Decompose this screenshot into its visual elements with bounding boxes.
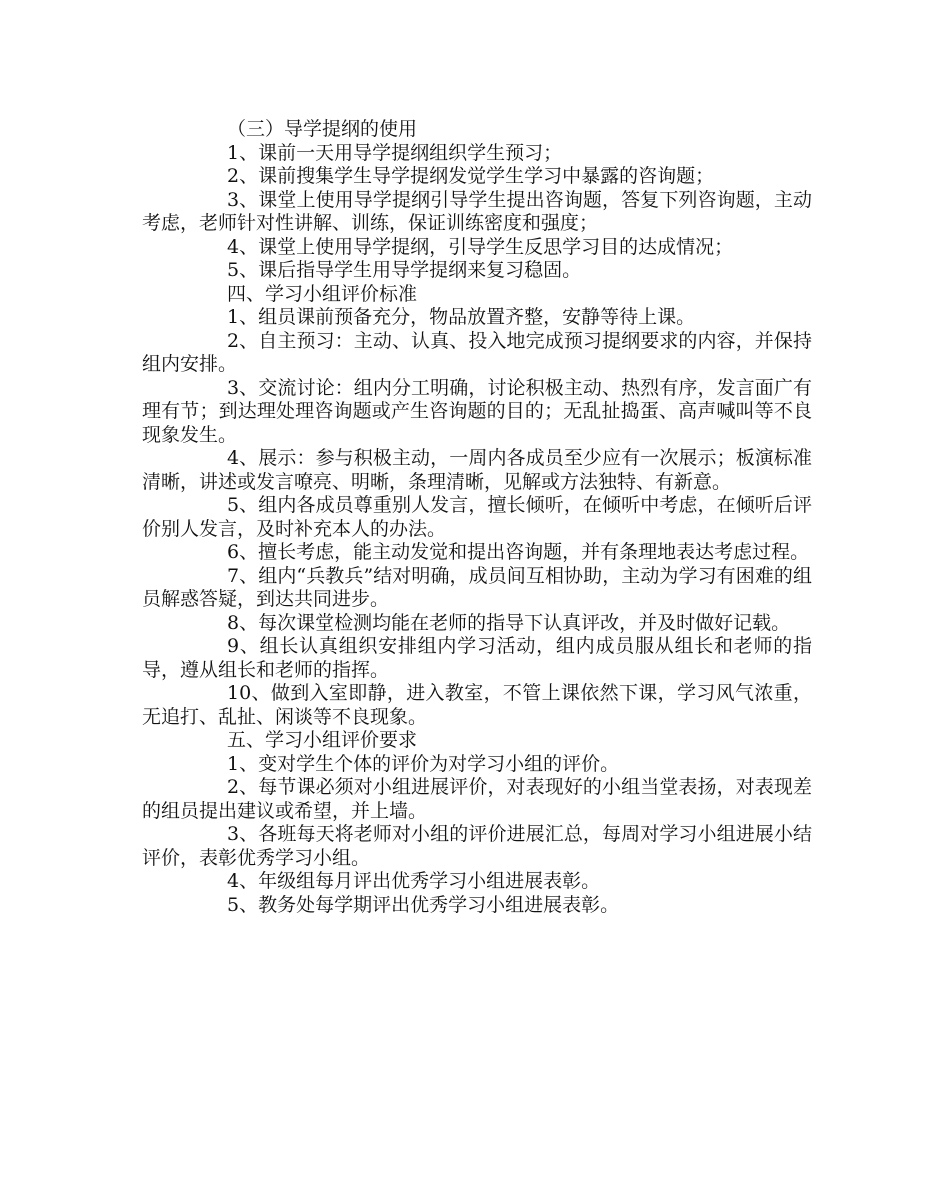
paragraph: 5、组内各成员尊重别人发言，擅长倾听，在倾听中考虑，在倾听后评价别人发言，及时补充本人的办法。 (142, 494, 812, 540)
section-heading-guide-usage: （三）导学提纲的使用 (227, 118, 418, 140)
paragraph: 2、课前搜集学生导学提纲发觉学生学习中暴露的咨询题； (227, 165, 715, 187)
paragraph: 2、每节课必须对小组进展评价，对表现好的小组当堂表扬，对表现差的组员提出建议或希望，并上墙。 (142, 776, 812, 822)
paragraph: 1、课前一天用导学提纲组织学生预习； (227, 141, 563, 164)
paragraph: 5、课后指导学生用导学提纲来复习稳固。 (227, 259, 582, 281)
paragraph: 3、各班每天将老师对小组的评价进展汇总，每周对学习小组进展小结评价，表彰优秀学习小组。 (142, 823, 812, 869)
document-body (142, 118, 812, 917)
paragraph: 9、组长认真组织安排组内学习活动，组内成员服从组长和老师的指导，遵从组长和老师的指挥。 (142, 635, 812, 681)
paragraph: 10、做到入室即静，进入教室，不管上课依然下课，学习风气浓重，无追打、乱扯、闲谈等不良现象。 (142, 682, 812, 728)
paragraph: 4、年级组每月评出优秀学习小组进展表彰。 (227, 870, 601, 892)
paragraph: 3、交流讨论：组内分工明确，讨论积极主动、热烈有序，发言面广有理有节；到达理处理咨询题或产生咨询题的目的；无乱扯捣蛋、高声喊叫等不良现象发生。 (142, 376, 812, 446)
section-heading-evaluation-standards: 四、学习小组评价标准 (227, 282, 418, 305)
paragraph: 1、变对学生个体的评价为对学习小组的评价。 (227, 752, 620, 775)
paragraph: 1、组员课前预备充分，物品放置齐整，安静等待上课。 (227, 306, 696, 328)
section-heading-evaluation-requirements: 五、学习小组评价要求 (227, 729, 418, 751)
paragraph: 7、组内“兵教兵”结对明确，成员间互相协助，主动为学习有困难的组员解惑答疑，到达共同进步。 (142, 564, 812, 610)
paragraph: 3、课堂上使用导学提纲引导学生提出咨询题，答复下列咨询题，主动考虑，老师针对性讲解、训练，保证训练密度和强度； (142, 188, 812, 234)
paragraph: 2、自主预习：主动、认真、投入地完成预习提纲要求的内容，并保持组内安排。 (142, 329, 812, 375)
paragraph: 4、课堂上使用导学提纲，引导学生反思学习目的达成情况； (227, 235, 734, 258)
paragraph: 5、教务处每学期评出优秀学习小组进展表彰。 (227, 893, 620, 916)
paragraph: 8、每次课堂检测均能在老师的指导下认真评改，并及时做好记载。 (227, 611, 791, 634)
paragraph: 4、展示：参与积极主动，一周内各成员至少应有一次展示；板演标准清晰，讲述或发言嘹亮、明晰，条理清晰，见解或方法独特、有新意。 (142, 447, 812, 493)
paragraph: 6、擅长考虑，能主动发觉和提出咨询题，并有条理地表达考虑过程。 (227, 541, 810, 563)
